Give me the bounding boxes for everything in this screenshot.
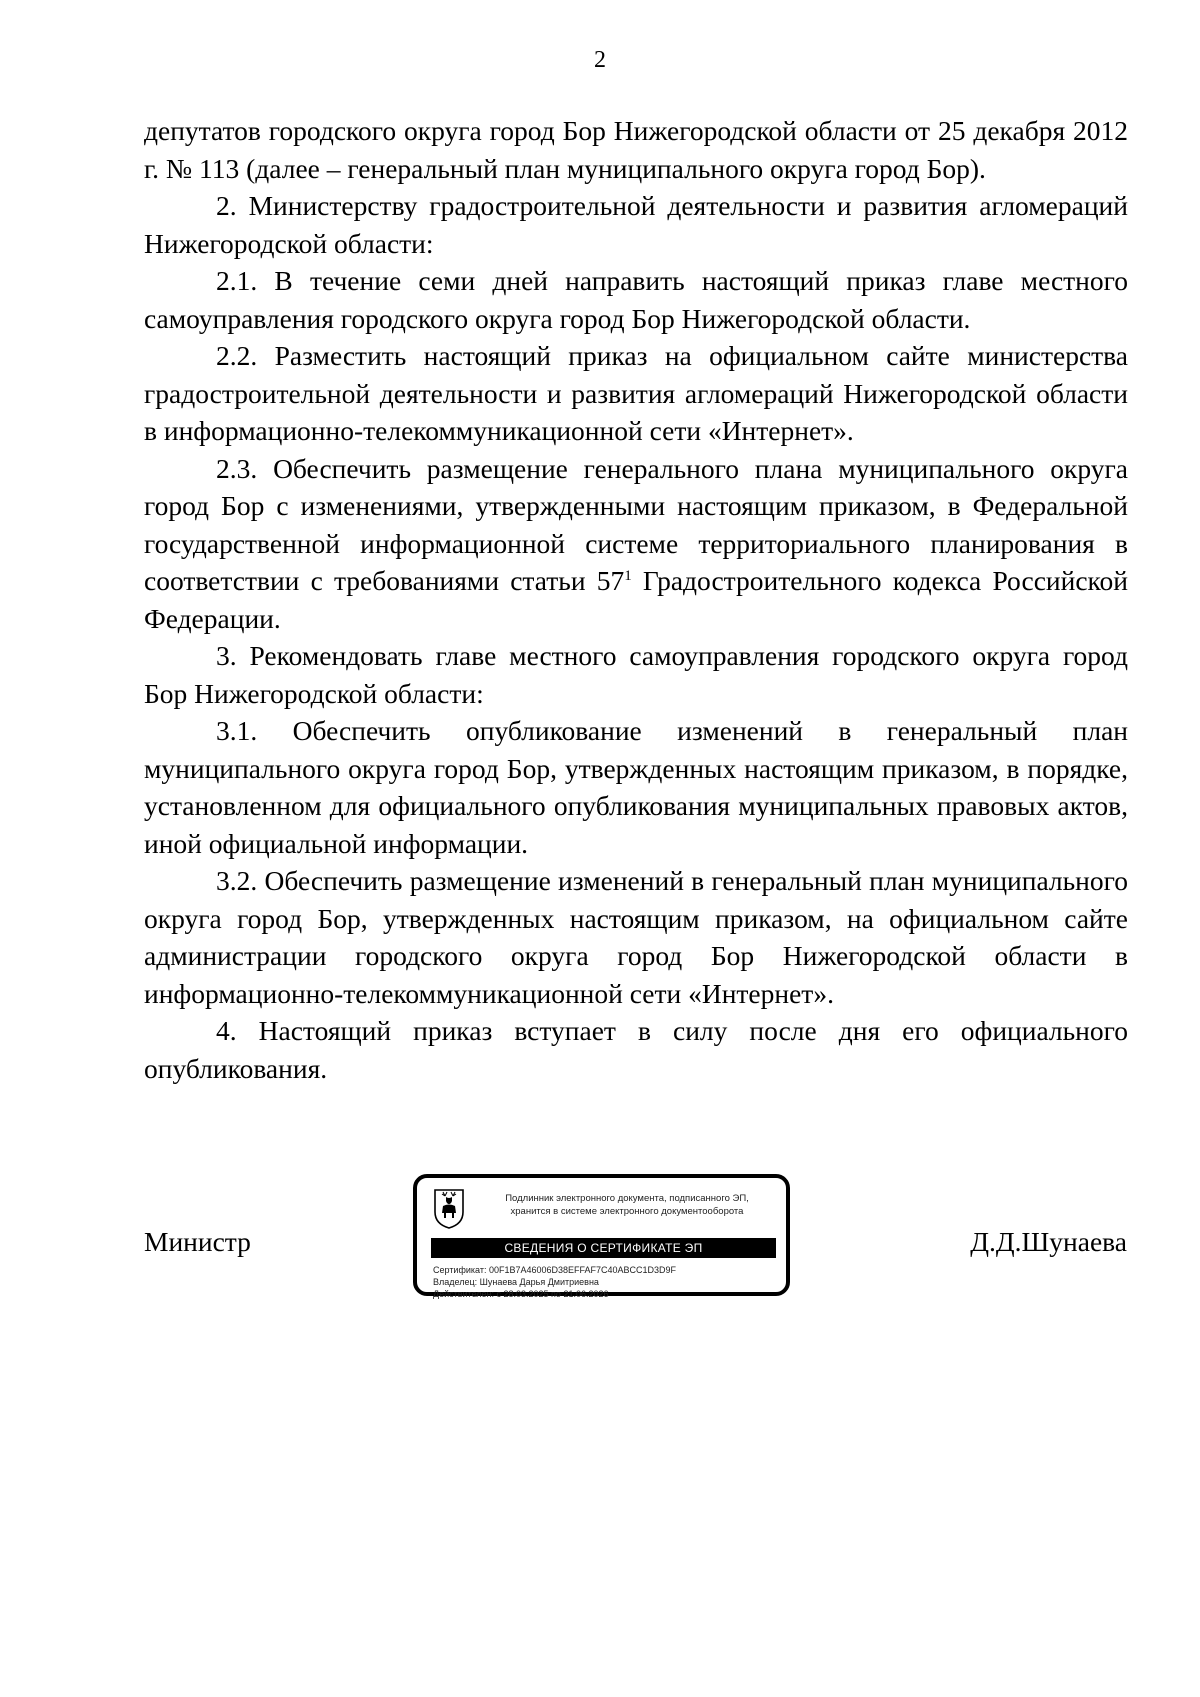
paragraph-4: 4. Настоящий приказ вступает в силу после дня его официального опубликования. [144,1015,1128,1084]
document-body [144,112,1128,1087]
stamp-header-line-2: хранится в системе электронного документооборота [510,1206,744,1217]
paragraph-2-3-text-end: Градостроительного кодекса Российской Федерации. [144,565,1128,634]
certificate-owner: Владелец: Шунаева Дарья Дмитриевна [433,1277,599,1287]
stamp-header [477,1192,777,1218]
signer-role: Министр [144,1226,251,1257]
certificate-validity: Действителен: с 28.03.2025 по 21.06.2026 [433,1289,609,1299]
nizhny-novgorod-deer-emblem-icon [433,1188,465,1230]
paragraph-2-2: 2.2. Разместить настоящий приказ на официальном сайте министерства градостроительной деятельности и развития агломераций Нижегородской области в информационно-телекоммуникационной сети «Интернет». [144,340,1128,446]
paragraph-3-1: 3.1. Обеспечить опубликование изменений в генеральный план муниципального округа город Бор, утвержденных настоящим приказом, в порядке, установленном для официального опубликования муниципальных правовых актов, иной официальной информации. [144,715,1128,859]
paragraph-2-3-text: 2.3. Обеспечить размещение генерального плана муниципального округа город Бор с изменениями, утвержденными настоящим приказом, в Федеральной государственной информационной системе территориального планирования в соответствии с требованиями статьи 57 [144,452,1128,596]
certificate-details [433,1264,676,1300]
article-superscript: 1 [624,567,632,584]
paragraph-2-1: 2.1. В течение семи дней направить настоящий приказ главе местного самоуправления городского округа город Бор Нижегородской области. [144,265,1128,334]
paragraph-2: 2. Министерству градостроительной деятельности и развития агломераций Нижегородской области: [144,190,1128,259]
signer-name: Д.Д.Шунаева [970,1226,1127,1257]
paragraph-3: 3. Рекомендовать главе местного самоуправления городского округа город Бор Нижегородской области: [144,640,1128,709]
certificate-number: Сертификат: 00F1B7A46006D38EFFAF7C40ABCC1D3D9F [433,1265,677,1275]
paragraph-1-continuation: депутатов городского округа город Бор Нижегородской области от 25 декабря 2012 г. № 113 (далее – генеральный план муниципального округа город Бор). [144,115,1128,184]
electronic-signature-stamp [413,1174,790,1299]
paragraph-3-2: 3.2. Обеспечить размещение изменений в генеральный план муниципального округа город Бор, утвержденных настоящим приказом, на официальном сайте администрации городского округа город Бор Нижегородской области в информационно-телекоммуникационной сети «Интернет». [144,865,1128,1009]
certificate-title-bar: СВЕДЕНИЯ О СЕРТИФИКАТЕ ЭП [431,1238,776,1258]
paragraph-2-3 [144,450,1128,638]
stamp-header-line-1: Подлинник электронного документа, подписанного ЭП, [505,1193,749,1204]
page-number: 2 [594,47,606,73]
